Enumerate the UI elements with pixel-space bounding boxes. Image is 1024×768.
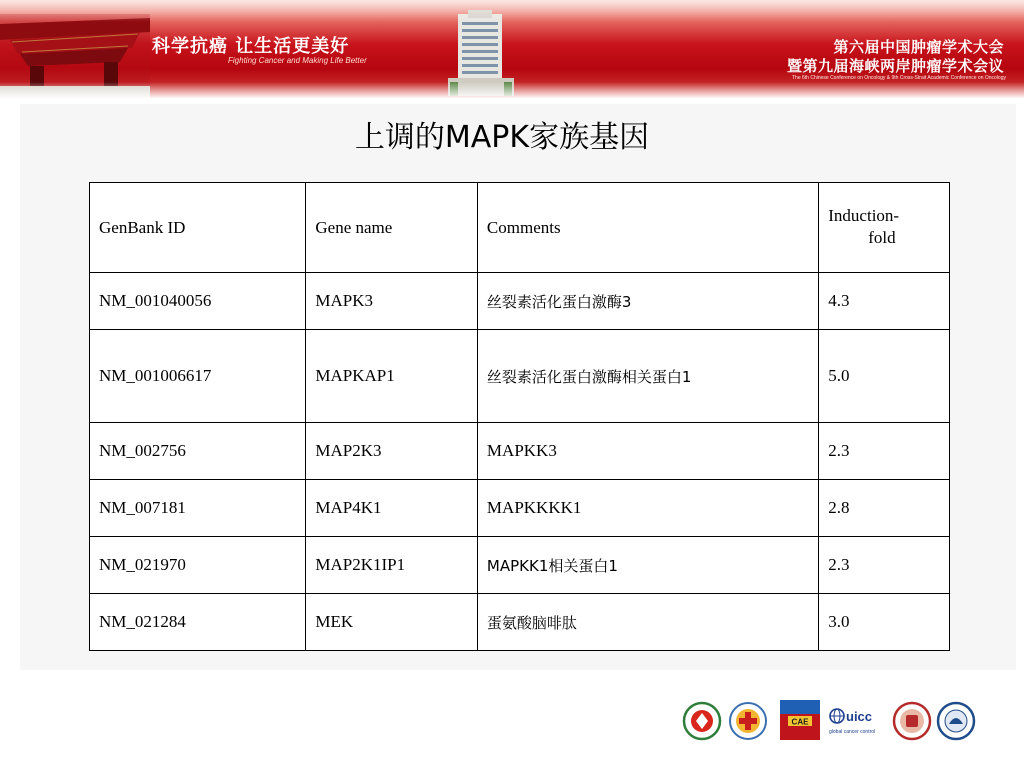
cell-comments: 丝裂素活化蛋白激酶相关蛋白1 xyxy=(477,330,818,423)
cell-comments: MAPKK1相关蛋白1 xyxy=(477,537,818,594)
table-row xyxy=(90,273,950,330)
cell-genbank-id: NM_001006617 xyxy=(90,330,306,423)
cell-induction-fold: 5.0 xyxy=(819,330,950,423)
table-row xyxy=(90,330,950,423)
cell-comments: MAPKK3 xyxy=(477,423,818,480)
university-seal-icon xyxy=(892,700,932,742)
institute-seal-icon xyxy=(936,700,976,742)
cell-genbank-id: NM_002756 xyxy=(90,423,306,480)
slogan-english: Fighting Cancer and Making Life Better xyxy=(228,56,367,65)
table-row xyxy=(90,480,950,537)
header-genbank-id: GenBank ID xyxy=(90,183,306,273)
conference-title-english: The 6th Chinese Conference on Oncology & 9th Cross-Strait Academic Conference on Oncology xyxy=(791,75,1006,81)
uicc-logo-subtext: global cancer control xyxy=(829,729,876,735)
table-row xyxy=(90,423,950,480)
banner-fade xyxy=(0,82,1024,98)
cell-comments: 丝裂素活化蛋白激酶3 xyxy=(477,273,818,330)
table-header-row xyxy=(90,183,950,273)
uicc-logo-text: uicc xyxy=(846,709,873,724)
cell-genbank-id: NM_007181 xyxy=(90,480,306,537)
cell-gene-name: MAPK3 xyxy=(306,273,478,330)
slide-title-text: 上调的MAPK家族基因 xyxy=(354,120,650,155)
header-comments: Comments xyxy=(477,183,818,273)
cell-gene-name: MAP4K1 xyxy=(306,480,478,537)
cell-gene-name: MAP2K3 xyxy=(306,423,478,480)
cell-gene-name: MEK xyxy=(306,594,478,651)
conference-title-line2: 暨第九届海峡两岸肿瘤学术会议 xyxy=(786,57,1004,75)
cell-gene-name: MAP2K1IP1 xyxy=(306,537,478,594)
table-row xyxy=(90,594,950,651)
hospital-logo-icon xyxy=(728,700,768,742)
cell-induction-fold: 2.3 xyxy=(819,537,950,594)
association-logo-icon xyxy=(682,700,722,742)
cell-comments: 蛋氨酸脑啡肽 xyxy=(477,594,818,651)
slogan-chinese: 科学抗癌 让生活更美好 xyxy=(152,36,350,57)
cell-genbank-id: NM_021970 xyxy=(90,537,306,594)
header-induction-line1: Induction- xyxy=(828,206,900,225)
slide-title xyxy=(0,112,1024,156)
header-induction-fold xyxy=(819,183,950,273)
cell-induction-fold: 3.0 xyxy=(819,594,950,651)
header-gene-name: Gene name xyxy=(306,183,478,273)
cae-logo-icon xyxy=(780,700,820,740)
header-banner xyxy=(0,0,1024,98)
cell-induction-fold: 2.3 xyxy=(819,423,950,480)
table-row xyxy=(90,537,950,594)
cell-induction-fold: 2.8 xyxy=(819,480,950,537)
gene-table xyxy=(89,182,950,651)
svg-text:CAE: CAE xyxy=(791,717,809,727)
cell-gene-name: MAPKAP1 xyxy=(306,330,478,423)
conference-title-line1: 第六届中国肿瘤学术大会 xyxy=(833,38,1004,56)
uicc-logo-icon xyxy=(828,700,886,742)
header-induction-line2: fold xyxy=(868,228,896,247)
cell-genbank-id: NM_021284 xyxy=(90,594,306,651)
cell-induction-fold: 4.3 xyxy=(819,273,950,330)
cell-genbank-id: NM_001040056 xyxy=(90,273,306,330)
cell-comments: MAPKKKK1 xyxy=(477,480,818,537)
